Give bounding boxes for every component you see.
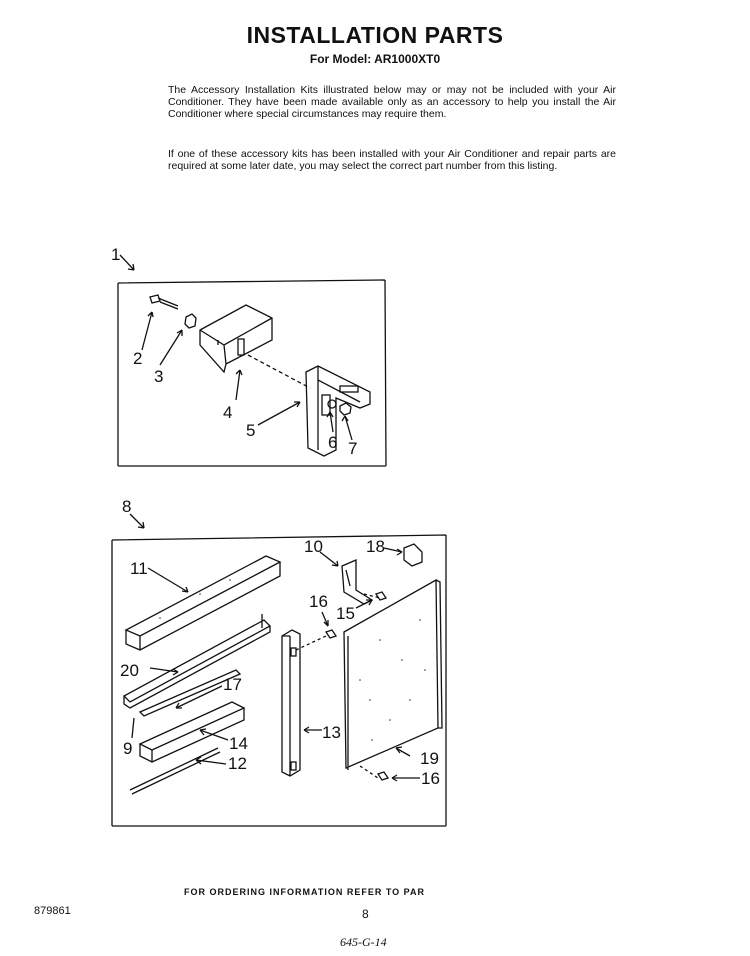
callout-3: 3: [154, 367, 164, 386]
kit2-frame: [112, 535, 446, 826]
screw-part-2: [150, 295, 178, 309]
page-number: 8: [362, 907, 369, 921]
nut-part-3: [185, 314, 196, 328]
ordering-note: FOR ORDERING INFORMATION REFER TO PAR: [184, 887, 425, 897]
callout-8: 8: [122, 497, 132, 516]
callout-9: 9: [123, 739, 133, 758]
callout-16-bottom: 16: [421, 769, 440, 788]
handwritten-note: 645-G-14: [340, 935, 387, 949]
rod-part-12: [130, 748, 220, 794]
panel-part-19: [344, 580, 442, 770]
callout-14: 14: [229, 734, 248, 753]
beam-part-11: [126, 556, 280, 650]
nut-part-6: [328, 400, 336, 408]
callout-10: 10: [304, 537, 323, 556]
callout-13: 13: [322, 723, 341, 742]
document-number: 879861: [34, 905, 71, 917]
callout-12: 12: [228, 754, 247, 773]
callout-18: 18: [366, 537, 385, 556]
callout-11: 11: [130, 559, 148, 578]
bracket-part-10: [342, 560, 372, 604]
callout-15: 15: [336, 604, 355, 623]
nut-part-7: [340, 403, 351, 415]
rail-part-20: [124, 614, 270, 708]
screw-part-15: [376, 592, 386, 600]
bracket-part-5: [306, 366, 370, 456]
callout-17: 17: [223, 675, 242, 694]
page-title: INSTALLATION PARTS: [246, 22, 504, 48]
callout-20: 20: [120, 661, 139, 680]
callout-16-top: 16: [309, 592, 328, 611]
callout-6: 6: [328, 433, 338, 452]
intro-paragraph-2: If one of these accessory kits has been installed with your Air Conditioner and repair parts are required at some later date, you may select the correct part number from this listing.: [168, 148, 616, 172]
screw-part-16: [326, 630, 336, 638]
callout-7: 7: [348, 439, 358, 458]
intro-paragraph-1: The Accessory Installation Kits illustrated below may or may not be included with your Air Conditioner. They have been made available only as an accessory to help you install the Air Conditioner where special circumstances may require them.: [168, 84, 616, 120]
callout-5: 5: [246, 421, 256, 440]
pad-part-18: [404, 544, 422, 566]
model-subtitle: For Model: AR1000XT0: [309, 52, 441, 66]
callout-19: 19: [420, 749, 439, 768]
callout-1: 1: [111, 245, 121, 264]
callout-4: 4: [223, 403, 233, 422]
screw-part-16-b: [378, 772, 388, 780]
callout-2: 2: [133, 349, 143, 368]
